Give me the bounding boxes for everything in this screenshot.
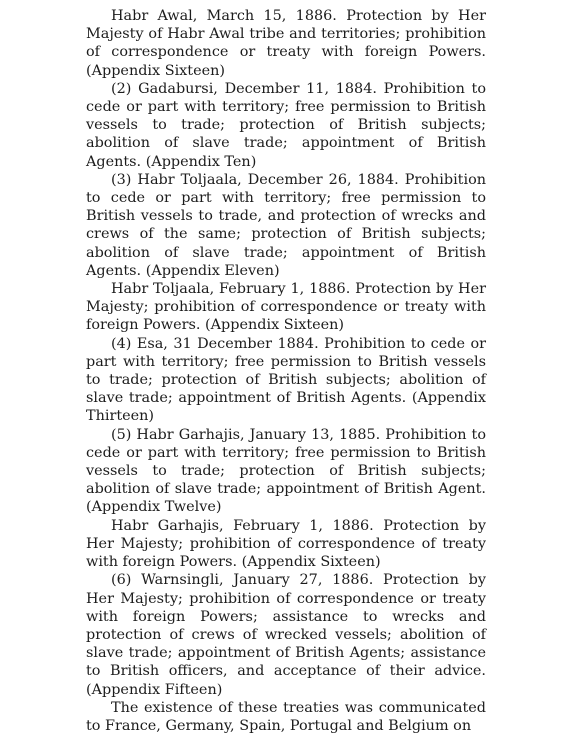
paragraph-habr-awal-1886: Habr Awal, March 15, 1886. Protection by Her Majesty of Habr Awal tribe and territories; prohibition of correspondence or treaty with foreign Powers.(Appendix Sixteen) bbox=[86, 8, 486, 79]
document-page bbox=[86, 7, 486, 735]
paragraph-treaties-communicated: The existence of these treaties was communicated to France, Germany, Spain, Portugal and Belgium on bbox=[86, 699, 486, 734]
paragraph-habr-toljaala-1886: Habr Toljaala, February 1, 1886. Protection by Her Majesty; prohibition of correspondence or treaty with foreign Powers. (Appendix Sixteen) bbox=[86, 281, 486, 334]
paragraph-habr-toljaala-1884: (3) Habr Toljaala, December 26, 1884. Prohibition to cede or part with territory; free permission to British vessels to trade, and protection of wrecks and crews of the same; protection of British subjects; abolition of slave trade; appointment of British Agents. (Appendix Eleven) bbox=[86, 171, 486, 279]
paragraph-warnsingli-1886: (6) Warnsingli, January 27, 1886. Protection by Her Majesty; prohibition of correspondence or treaty with foreign Powers; assistance to wrecks and protection of crews of wrecked vessels; abolition of slave trade; appointment of British Agents; assistance to British officers, and acceptance of their advice. (Appendix Fifteen) bbox=[86, 572, 486, 698]
paragraph-esa-1884: (4) Esa, 31 December 1884. Prohibition to cede or part with territory; free permission to British vessels to trade; protection of British subjects; abolition of slave trade; appointment of British Agents. (Appendix Thirteen) bbox=[86, 335, 486, 425]
paragraph-habr-garhajis-1886: Habr Garhajis, February 1, 1886. Protection by Her Majesty; prohibition of correspondence of treaty with foreign Powers. (Appendix Sixteen) bbox=[86, 517, 486, 571]
paragraph-gadabursi-1884: (2) Gadabursi, December 11, 1884. Prohibition to cede or part with territory; free permission to British vessels to trade; protection of British subjects; abolition of slave trade; appointment of British Agents. (Appendix Ten) bbox=[86, 80, 486, 170]
paragraph-habr-garhajis-1885: (5) Habr Garhajis, January 13, 1885. Prohibition to cede or part with territory; free permission to British vessels to trade; protection of British subjects; abolition of slave trade; appointment of British Agent. (Appendix Twelve) bbox=[86, 426, 486, 516]
